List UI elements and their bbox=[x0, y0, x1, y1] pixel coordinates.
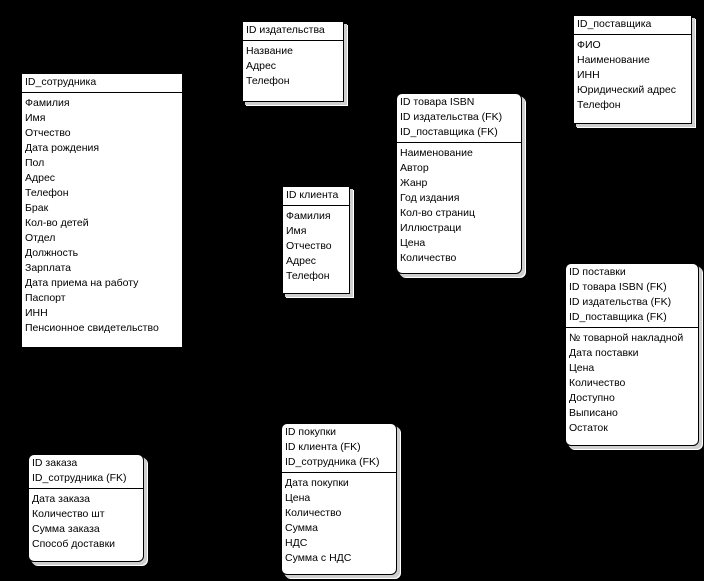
employee-attribute: Дата рождения bbox=[25, 142, 100, 154]
product-attribute: Цена bbox=[400, 237, 426, 249]
product-attribute: Иллюстраци bbox=[400, 222, 462, 234]
delivery-key-attribute: ID поставки bbox=[569, 266, 626, 278]
supplier-attribute: ФИО bbox=[577, 39, 601, 51]
entity-purchase[interactable] bbox=[281, 423, 397, 575]
entity-supplier[interactable] bbox=[573, 15, 692, 124]
product-attribute: Год издания bbox=[400, 192, 460, 204]
publisher-attribute: Название bbox=[246, 45, 293, 57]
purchase-attribute: Сумма bbox=[285, 522, 318, 534]
supplier-attribute-section bbox=[574, 35, 691, 115]
employee-attribute: Отчество bbox=[25, 127, 71, 139]
employee-attribute: Телефон bbox=[25, 187, 69, 199]
entity-product[interactable] bbox=[396, 93, 522, 274]
delivery-key-attribute: ID_поставщика (FK) bbox=[569, 311, 667, 323]
delivery-key-section bbox=[566, 264, 698, 328]
employee-attribute: Паспорт bbox=[25, 292, 66, 304]
delivery-attribute: Цена bbox=[569, 362, 595, 374]
order-attribute: Дата заказа bbox=[32, 493, 91, 505]
client-attribute-section bbox=[283, 206, 349, 286]
supplier-attribute: ИНН bbox=[577, 69, 600, 81]
entity-publisher[interactable] bbox=[242, 21, 344, 102]
purchase-attribute-section bbox=[282, 473, 396, 568]
order-attribute: Способ доставки bbox=[32, 538, 116, 550]
client-attribute: Отчество bbox=[286, 240, 332, 252]
employee-attribute: Имя bbox=[25, 112, 46, 124]
client-key-section bbox=[283, 187, 349, 206]
product-attribute: Количество bbox=[400, 252, 457, 264]
purchase-attribute: Количество bbox=[285, 507, 342, 519]
order-attribute: Сумма заказа bbox=[32, 523, 100, 535]
publisher-key-section bbox=[243, 22, 343, 41]
delivery-attribute: Количество bbox=[569, 377, 626, 389]
entity-client[interactable] bbox=[282, 186, 350, 294]
employee-attribute: Брак bbox=[25, 202, 49, 214]
employee-attribute: Пол bbox=[25, 157, 45, 169]
product-attribute: Жанр bbox=[400, 177, 428, 189]
publisher-key-attribute: ID издательства bbox=[246, 24, 325, 36]
order-attribute: Количество шт bbox=[32, 508, 105, 520]
entity-employee[interactable] bbox=[21, 73, 183, 348]
delivery-attribute-section bbox=[566, 328, 698, 438]
client-attribute: Адрес bbox=[286, 255, 317, 267]
employee-attribute: Кол-во детей bbox=[25, 217, 89, 229]
product-attribute-section bbox=[397, 143, 521, 268]
purchase-attribute: Сумма с НДС bbox=[285, 552, 352, 564]
entity-delivery[interactable] bbox=[565, 263, 699, 446]
product-key-attribute: ID издательства (FK) bbox=[400, 111, 503, 123]
publisher-attribute: Адрес bbox=[246, 60, 277, 72]
order-key-section bbox=[29, 455, 143, 489]
employee-attribute: Зарплата bbox=[25, 262, 71, 274]
client-attribute: Фамилия bbox=[286, 210, 331, 222]
purchase-attribute: НДС bbox=[285, 537, 308, 549]
entity-order[interactable] bbox=[28, 454, 144, 562]
supplier-attribute: Телефон bbox=[577, 99, 621, 111]
delivery-key-attribute: ID издательства (FK) bbox=[569, 296, 672, 308]
product-key-attribute: ID_поставщика (FK) bbox=[400, 126, 498, 138]
delivery-key-attribute: ID товара ISBN (FK) bbox=[569, 281, 667, 293]
purchase-key-section bbox=[282, 424, 396, 473]
order-attribute-section bbox=[29, 489, 143, 554]
product-key-attribute: ID товара ISBN bbox=[400, 96, 475, 108]
purchase-key-attribute: ID клиента (FK) bbox=[285, 441, 361, 453]
client-attribute: Имя bbox=[286, 225, 307, 237]
delivery-attribute: № товарной накладной bbox=[569, 332, 684, 344]
product-attribute: Автор bbox=[400, 162, 429, 174]
purchase-attribute: Цена bbox=[285, 492, 311, 504]
publisher-attribute: Телефон bbox=[246, 75, 290, 87]
employee-key-section bbox=[22, 74, 182, 93]
supplier-attribute: Наименование bbox=[577, 54, 650, 66]
employee-attribute: Пенсионное свидетельство bbox=[25, 322, 159, 334]
supplier-key-attribute: ID_поставщика bbox=[577, 18, 652, 30]
publisher-attribute-section bbox=[243, 41, 343, 91]
supplier-key-section bbox=[574, 16, 691, 35]
product-key-section bbox=[397, 94, 521, 143]
purchase-key-attribute: ID покупки bbox=[285, 426, 337, 438]
delivery-attribute: Выписано bbox=[569, 407, 618, 419]
client-key-attribute: ID клиента bbox=[286, 189, 339, 201]
delivery-attribute: Остаток bbox=[569, 422, 608, 434]
employee-attribute: Фамилия bbox=[25, 97, 70, 109]
purchase-key-attribute: ID_сотрудника (FK) bbox=[285, 456, 380, 468]
delivery-attribute: Доступно bbox=[569, 392, 615, 404]
employee-key-attribute: ID_сотрудника bbox=[25, 76, 97, 88]
client-attribute: Телефон bbox=[286, 270, 330, 282]
employee-attribute: Дата приема на работу bbox=[25, 277, 139, 289]
delivery-attribute: Дата поставки bbox=[569, 347, 639, 359]
purchase-attribute: Дата покупки bbox=[285, 477, 349, 489]
product-attribute: Наименование bbox=[400, 147, 473, 159]
employee-attribute: ИНН bbox=[25, 307, 48, 319]
employee-attribute: Отдел bbox=[25, 232, 56, 244]
employee-attribute: Должность bbox=[25, 247, 79, 259]
order-key-attribute: ID_сотрудника (FK) bbox=[32, 472, 127, 484]
employee-attribute-section bbox=[22, 93, 182, 338]
order-key-attribute: ID заказа bbox=[32, 457, 78, 469]
supplier-attribute: Юридический адрес bbox=[577, 84, 677, 96]
product-attribute: Кол-во страниц bbox=[400, 207, 475, 219]
employee-attribute: Адрес bbox=[25, 172, 56, 184]
